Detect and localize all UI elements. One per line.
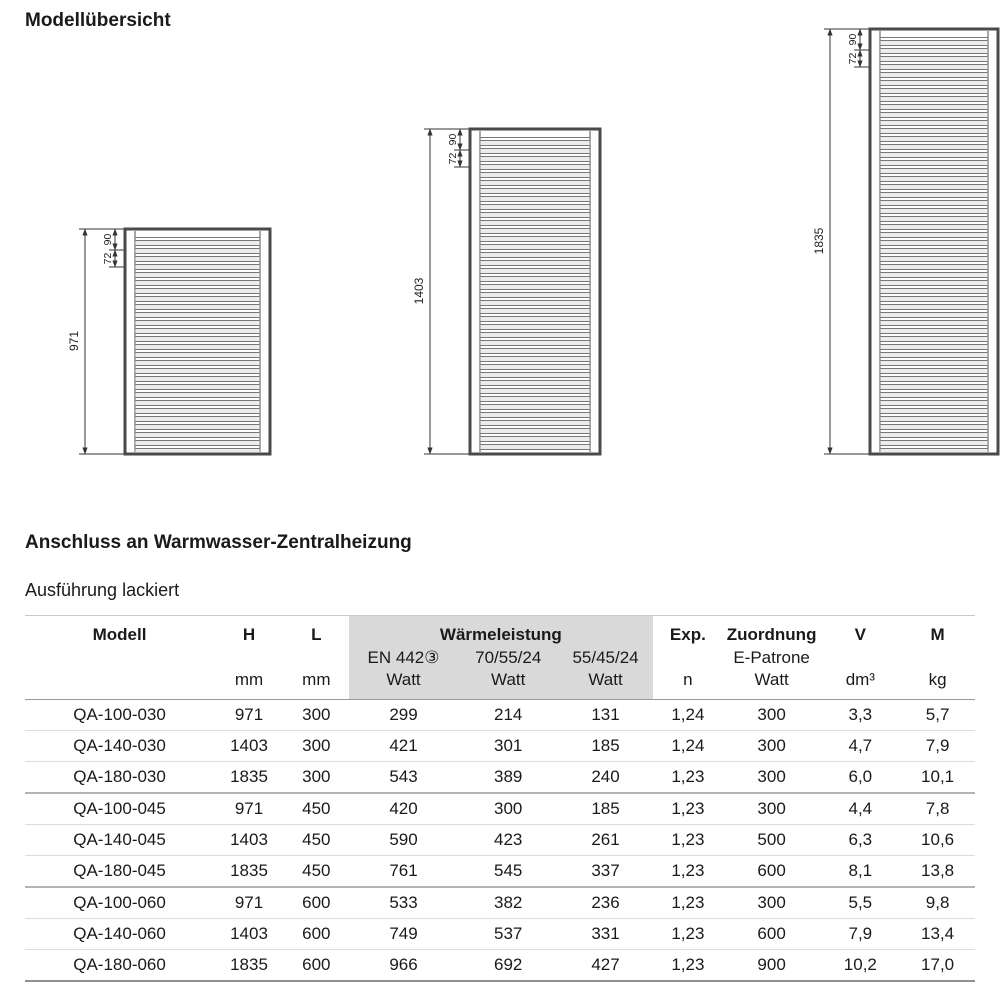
h-cell: 971 bbox=[234, 893, 264, 912]
l-cell: 450 bbox=[302, 861, 331, 880]
sub-header-en442: EN 442③ Watt bbox=[349, 647, 459, 700]
model-overview-section bbox=[25, 8, 975, 460]
spec-table-header bbox=[25, 616, 975, 700]
height-dimension-label: 1403 bbox=[412, 277, 426, 305]
e-patrone-cell: 300 bbox=[757, 893, 786, 912]
table-row bbox=[25, 856, 975, 888]
volume-cell: 3,3 bbox=[848, 705, 873, 724]
exp-cell: 1,23 bbox=[671, 830, 705, 849]
e-patrone-cell: 600 bbox=[757, 861, 786, 880]
l-cell: 300 bbox=[302, 767, 331, 786]
model-cell: QA-100-060 bbox=[73, 893, 166, 912]
l-cell: 600 bbox=[302, 893, 331, 912]
radiator-slats bbox=[481, 137, 590, 452]
spec-table bbox=[25, 615, 975, 982]
radiator-slats bbox=[136, 237, 260, 452]
exp-cell: 1,24 bbox=[671, 705, 705, 724]
col-header-m: M bbox=[930, 625, 945, 644]
model-cell: QA-180-060 bbox=[73, 955, 166, 974]
volume-cell: 4,7 bbox=[848, 736, 873, 755]
h-cell: 1835 bbox=[230, 767, 268, 786]
sub-header-70-55-24: 70/55/24 Watt bbox=[458, 647, 558, 700]
mass-cell: 10,6 bbox=[921, 830, 955, 849]
h-cell: 1403 bbox=[230, 924, 268, 943]
watt-70-cell: 545 bbox=[494, 861, 523, 880]
height-dimension-label: 971 bbox=[67, 330, 81, 352]
table-row bbox=[25, 919, 975, 950]
exp-cell: 1,23 bbox=[671, 955, 705, 974]
volume-cell: 6,0 bbox=[848, 767, 873, 786]
top-dimension-90-label: 90 bbox=[847, 33, 859, 46]
watt-55-cell: 131 bbox=[591, 705, 620, 724]
height-dimension-label: 1835 bbox=[812, 227, 826, 255]
radiator-diagram-large bbox=[810, 23, 1000, 460]
page-title: Modellübersicht bbox=[25, 10, 171, 31]
l-cell: 300 bbox=[302, 705, 331, 724]
mass-cell: 10,1 bbox=[921, 767, 955, 786]
volume-cell: 10,2 bbox=[843, 955, 877, 974]
e-patrone-cell: 600 bbox=[757, 924, 786, 943]
exp-cell: 1,23 bbox=[671, 861, 705, 880]
watt-55-cell: 337 bbox=[591, 861, 620, 880]
en442-cell: 420 bbox=[389, 799, 418, 818]
table-row bbox=[25, 762, 975, 794]
watt-70-cell: 214 bbox=[494, 705, 523, 724]
mass-cell: 5,7 bbox=[925, 705, 950, 724]
l-cell: 600 bbox=[302, 955, 331, 974]
watt-55-cell: 331 bbox=[591, 924, 620, 943]
watt-70-cell: 423 bbox=[494, 830, 523, 849]
watt-70-cell: 300 bbox=[494, 799, 523, 818]
h-cell: 1835 bbox=[230, 955, 268, 974]
en442-cell: 590 bbox=[389, 830, 418, 849]
exp-cell: 1,23 bbox=[671, 924, 705, 943]
table-row bbox=[25, 825, 975, 856]
radiator-diagram-medium bbox=[410, 123, 606, 460]
col-header-waermeleistung: Wärmeleistung bbox=[349, 616, 653, 648]
en442-cell: 543 bbox=[389, 767, 418, 786]
model-cell: QA-140-030 bbox=[73, 736, 166, 755]
model-cell: QA-100-045 bbox=[73, 799, 166, 818]
table-row bbox=[25, 731, 975, 762]
radiator-slats bbox=[881, 37, 988, 452]
mass-cell: 17,0 bbox=[921, 955, 955, 974]
en442-cell: 966 bbox=[389, 955, 418, 974]
sub-header-55-45-24: 55/45/24 Watt bbox=[558, 647, 653, 700]
e-patrone-cell: 300 bbox=[757, 799, 786, 818]
en442-cell: 533 bbox=[389, 893, 418, 912]
watt-55-cell: 240 bbox=[591, 767, 620, 786]
e-patrone-cell: 900 bbox=[757, 955, 786, 974]
top-dimension-90-label: 90 bbox=[102, 233, 114, 246]
h-cell: 971 bbox=[234, 705, 264, 724]
table-row bbox=[25, 700, 975, 731]
sub-header-v-unit: dm³ bbox=[845, 670, 875, 689]
top-dimension-90-label: 90 bbox=[447, 133, 459, 146]
watt-55-cell: 236 bbox=[591, 893, 620, 912]
sub-header-h-unit: mm bbox=[234, 670, 264, 689]
watt-70-cell: 692 bbox=[494, 955, 523, 974]
mass-cell: 7,9 bbox=[925, 736, 950, 755]
spec-table-body bbox=[25, 700, 975, 982]
h-cell: 1835 bbox=[230, 861, 268, 880]
sub-header-empty bbox=[25, 647, 214, 700]
volume-cell: 8,1 bbox=[848, 861, 873, 880]
e-patrone-cell: 300 bbox=[757, 736, 786, 755]
l-cell: 600 bbox=[302, 924, 331, 943]
en442-cell: 421 bbox=[389, 736, 418, 755]
exp-cell: 1,23 bbox=[671, 799, 705, 818]
col-header-exp: Exp. bbox=[669, 625, 706, 644]
radiator-diagram-small bbox=[65, 223, 276, 460]
model-cell: QA-180-045 bbox=[73, 861, 166, 880]
volume-cell: 4,4 bbox=[848, 799, 873, 818]
watt-70-cell: 389 bbox=[494, 767, 523, 786]
watt-55-cell: 261 bbox=[591, 830, 620, 849]
sub-header-exp-unit: n bbox=[683, 670, 693, 689]
h-cell: 971 bbox=[234, 799, 264, 818]
mass-cell: 13,8 bbox=[921, 861, 955, 880]
en442-cell: 299 bbox=[389, 705, 418, 724]
volume-cell: 5,5 bbox=[848, 893, 873, 912]
l-cell: 450 bbox=[302, 799, 331, 818]
h-cell: 1403 bbox=[230, 736, 268, 755]
col-header-v: V bbox=[854, 625, 866, 644]
radiator-diagrams-row bbox=[25, 23, 1000, 460]
table-row bbox=[25, 887, 975, 919]
sub-header-l-unit: mm bbox=[302, 670, 331, 689]
watt-70-cell: 382 bbox=[494, 893, 523, 912]
watt-70-cell: 301 bbox=[494, 736, 523, 755]
e-patrone-cell: 300 bbox=[757, 705, 786, 724]
col-header-h: H bbox=[242, 625, 256, 644]
volume-cell: 7,9 bbox=[848, 924, 873, 943]
sub-header-m-unit: kg bbox=[928, 670, 947, 689]
model-cell: QA-140-045 bbox=[73, 830, 166, 849]
e-patrone-cell: 300 bbox=[757, 767, 786, 786]
watt-70-cell: 537 bbox=[494, 924, 523, 943]
exp-cell: 1,23 bbox=[671, 767, 705, 786]
col-header-modell: Modell bbox=[92, 625, 147, 644]
top-dimension-72-label: 72 bbox=[447, 152, 459, 165]
finish-note: Ausführung lackiert bbox=[25, 580, 180, 600]
e-patrone-cell: 500 bbox=[757, 830, 786, 849]
top-dimension-72-label: 72 bbox=[102, 252, 114, 265]
l-cell: 450 bbox=[302, 830, 331, 849]
mass-cell: 13,4 bbox=[921, 924, 955, 943]
mass-cell: 9,8 bbox=[925, 893, 950, 912]
connection-section-heading: Anschluss an Warmwasser-Zentralheizung bbox=[25, 532, 412, 553]
model-cell: QA-180-030 bbox=[73, 767, 166, 786]
top-dimension-72-label: 72 bbox=[847, 52, 859, 65]
h-cell: 1403 bbox=[230, 830, 268, 849]
volume-cell: 6,3 bbox=[848, 830, 873, 849]
watt-55-cell: 185 bbox=[591, 799, 620, 818]
en442-cell: 749 bbox=[389, 924, 418, 943]
sub-header-e-patrone: E-Patrone Watt bbox=[733, 648, 810, 689]
col-header-l: L bbox=[311, 625, 322, 644]
table-row bbox=[25, 950, 975, 982]
model-cell: QA-140-060 bbox=[73, 924, 166, 943]
watt-55-cell: 185 bbox=[591, 736, 620, 755]
l-cell: 300 bbox=[302, 736, 331, 755]
en442-cell: 761 bbox=[389, 861, 418, 880]
exp-cell: 1,23 bbox=[671, 893, 705, 912]
model-cell: QA-100-030 bbox=[73, 705, 166, 724]
exp-cell: 1,24 bbox=[671, 736, 705, 755]
mass-cell: 7,8 bbox=[925, 799, 950, 818]
table-row bbox=[25, 793, 975, 825]
col-header-zuordnung: Zuordnung bbox=[726, 625, 817, 644]
watt-55-cell: 427 bbox=[591, 955, 620, 974]
